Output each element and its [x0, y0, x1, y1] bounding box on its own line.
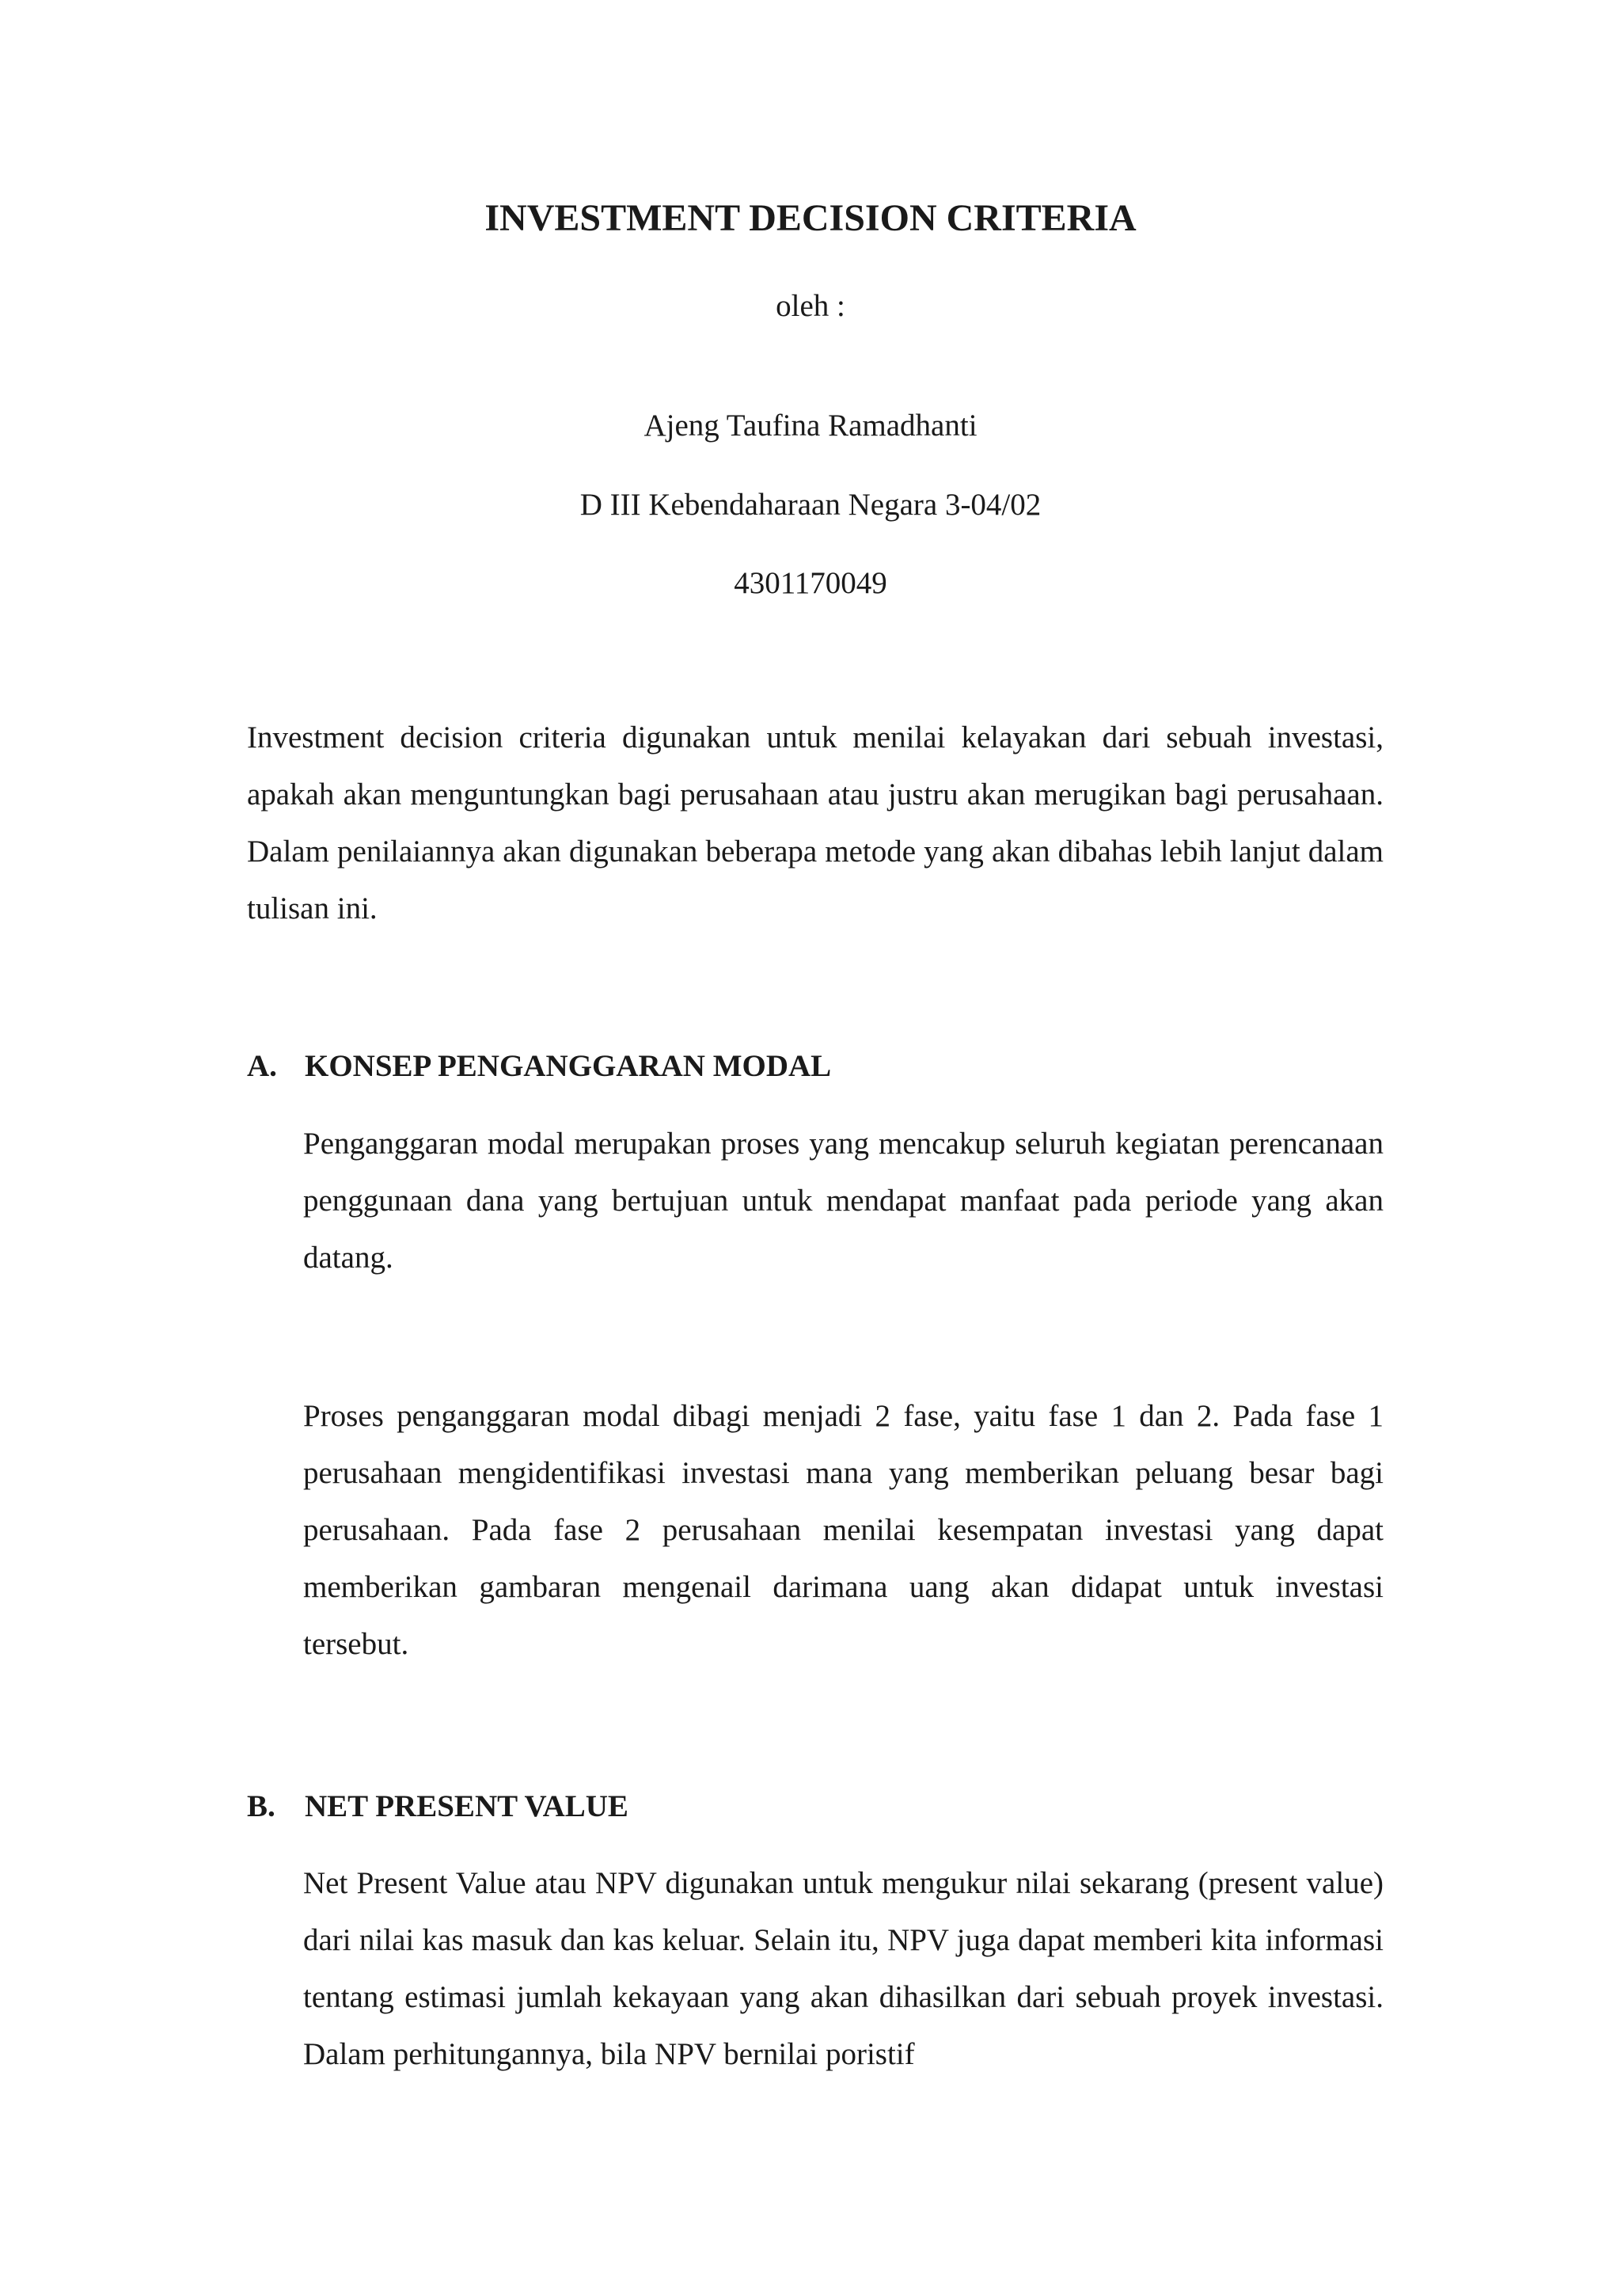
section-heading-text: NET PRESENT VALUE — [305, 1789, 628, 1823]
intro-paragraph: Investment decision criteria digunakan untuk menilai kelayakan dari sebuah investasi, apakah akan menguntungkan bagi perusahaan atau justru akan merugikan bagi perusahaan. Dalam penilaiannya akan digunakan beberapa metode yang akan dibahas lebih lanjut dalam tulisan ini. — [247, 720, 1384, 926]
section-letter: B. — [247, 1789, 275, 1823]
document-title: INVESTMENT DECISION CRITERIA — [484, 197, 1137, 239]
section-a-paragraph-2: Proses penganggaran modal dibagi menjadi 2 fase, yaitu fase 1 dan 2. Pada fase 1 perusahaan mengidentifikasi investasi mana yang memberikan peluang besar bagi perusahaan. Pada fase 2 perusahaan menilai kesempatan investasi yang dapat memberikan gambaran mengenail darimana uang akan didapat untuk investasi tersebut. — [303, 1399, 1384, 1661]
section-heading-b — [247, 1787, 1384, 1827]
section-b-paragraph-1: Net Present Value atau NPV digunakan untuk mengukur nilai sekarang (present value) dari nilai kas masuk dan kas keluar. Selain itu, NPV juga dapat memberi kita informasi tentang estimasi jumlah kekayaan yang akan dihasilkan dari sebuah proyek investasi. Dalam perhitungannya, bila NPV bernilai poristif — [303, 1866, 1384, 2071]
section-heading-a — [247, 1047, 1384, 1086]
section-a-paragraph-1: Penganggaran modal merupakan proses yang mencakup seluruh kegiatan perencanaan penggunaan dana yang bertujuan untuk mendapat manfaat pada periode yang akan datang. — [303, 1127, 1384, 1275]
section-heading-text: KONSEP PENGANGGARAN MODAL — [305, 1049, 832, 1083]
study-program: D III Kebendaharaan Negara 3-04/02 — [579, 488, 1042, 522]
author-name: Ajeng Taufina Ramadhanti — [643, 409, 978, 443]
student-id: 4301170049 — [734, 566, 887, 600]
byline: oleh : — [776, 289, 845, 323]
section-letter: A. — [247, 1049, 277, 1083]
